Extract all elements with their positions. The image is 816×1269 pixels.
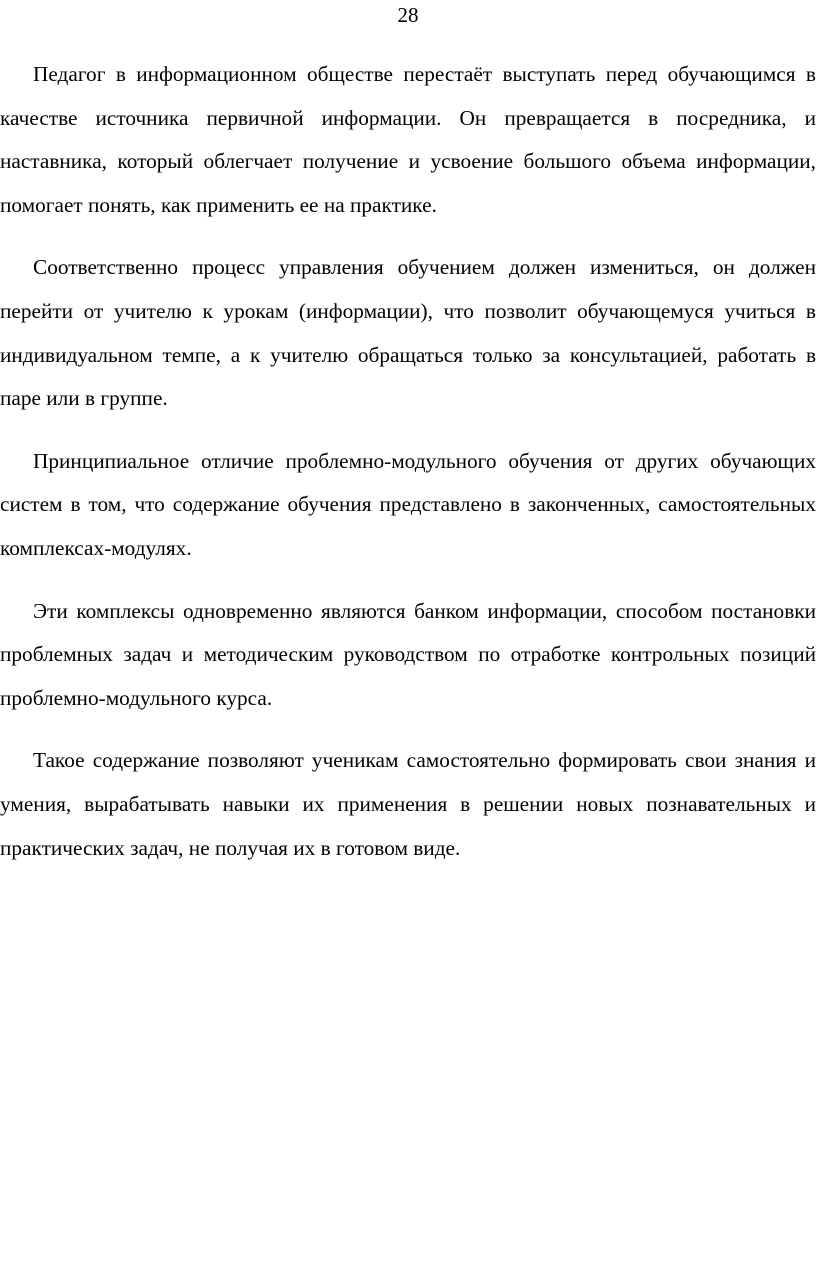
page-number: 28 [397, 3, 419, 27]
paragraph-module-complexes: Эти комплексы одновременно являются банком информации, способом постановки проблемных задач и методическим руководством по отработке контрольных позиций проблемно-модульного курса. [0, 598, 816, 710]
paragraph-content-effect: Такое содержание позволяют ученикам самостоятельно формировать свои знания и умения, вырабатывать навыки их применения в решении новых познавательных и практических задач, не получая их в готовом виде. [0, 748, 816, 860]
paragraph-teacher-role: Педагог в информационном обществе перестаёт выступать перед обучающимся в качестве источника первичной информации. Он превращается в посредника, и наставника, который облегчает получение и усвоение большого объема информации, помогает понять, как применить ее на практике. [0, 62, 816, 217]
paragraph-modular-difference: Принципиальное отличие проблемно-модульного обучения от других обучающих систем в том, что содержание обучения представлено в законченных, самостоятельных комплексах-модулях. [0, 448, 816, 560]
paragraph-learning-management: Соответственно процесс управления обучением должен измениться, он должен перейти от учителю к урокам (информации), что позволит обучающемуся учиться в индивидуальном темпе, а к учителю обращаться только за консультацией, работать в паре или в группе. [0, 255, 816, 411]
document-body [0, 53, 816, 889]
